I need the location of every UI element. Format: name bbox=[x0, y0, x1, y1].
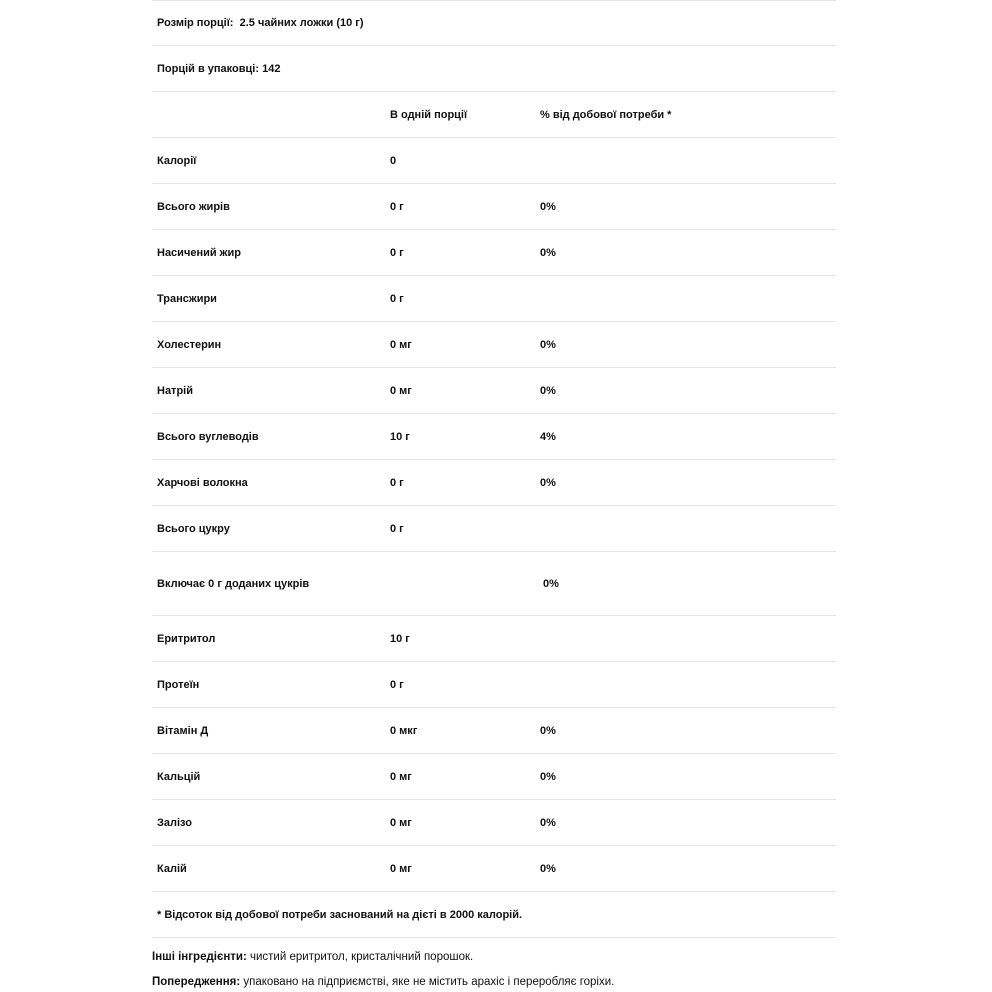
nutrient-amount: 0 г bbox=[390, 246, 404, 259]
table-row bbox=[152, 800, 836, 846]
warning-line bbox=[152, 975, 836, 989]
serving-size-text: Розмір порції: 2.5 чайних ложки (10 г) bbox=[157, 17, 364, 29]
servings-per-container-text: Порцій в упаковці: 142 bbox=[157, 62, 281, 75]
ingredients-line bbox=[152, 950, 836, 964]
nutrient-name: Трансжири bbox=[157, 292, 217, 305]
nutrient-amount: 0 мг bbox=[390, 770, 412, 783]
nutrient-amount: 0 г bbox=[390, 476, 404, 489]
nutrient-amount: 0 мг bbox=[390, 816, 412, 829]
table-row bbox=[152, 230, 836, 276]
nutrient-name: Всього вуглеводів bbox=[157, 430, 259, 443]
ingredients-text: чистий еритритол, кристалічний порошок. bbox=[250, 951, 474, 963]
serving-size-row bbox=[152, 0, 836, 46]
ingredients-label: Інші інгредієнти: bbox=[152, 951, 247, 963]
table-row bbox=[152, 322, 836, 368]
nutrient-daily-value: 0% bbox=[540, 476, 556, 489]
table-row bbox=[152, 662, 836, 708]
nutrient-daily-value: 0% bbox=[540, 724, 556, 737]
added-sugars-daily-value: 0% bbox=[543, 577, 559, 590]
nutrient-amount: 0 г bbox=[390, 200, 404, 213]
table-row bbox=[152, 368, 836, 414]
table-row bbox=[152, 708, 836, 754]
nutrient-name: Всього цукру bbox=[157, 522, 230, 535]
table-row bbox=[152, 754, 836, 800]
nutrient-name: Всього жирів bbox=[157, 200, 230, 213]
footnote-row bbox=[152, 892, 836, 938]
nutrient-daily-value: 0% bbox=[540, 770, 556, 783]
footnote-text: * Відсоток від добової потреби заснований на дієті в 2000 калорій. bbox=[157, 908, 523, 921]
table-row bbox=[152, 414, 836, 460]
nutrient-name: Харчові волокна bbox=[157, 476, 248, 489]
table-row bbox=[152, 846, 836, 892]
nutrient-name: Еритритол bbox=[157, 632, 216, 645]
nutrient-name: Калій bbox=[157, 862, 187, 875]
daily-value-header: % від добової потреби * bbox=[540, 108, 672, 121]
nutrient-amount: 10 г bbox=[390, 632, 410, 645]
nutrient-amount: 0 мг bbox=[390, 862, 412, 875]
nutrient-name: Вітамін Д bbox=[157, 724, 209, 737]
nutrient-daily-value: 0% bbox=[540, 862, 556, 875]
table-row bbox=[152, 616, 836, 662]
per-serving-header: В одній порції bbox=[390, 108, 468, 121]
table-row bbox=[152, 506, 836, 552]
warning-label: Попередження: bbox=[152, 976, 241, 988]
nutrient-amount: 0 мг bbox=[390, 384, 412, 397]
nutrient-daily-value: 0% bbox=[540, 338, 556, 351]
nutrient-daily-value: 0% bbox=[540, 246, 556, 259]
nutrient-amount: 0 мкг bbox=[390, 724, 418, 737]
nutrient-name: Холестерин bbox=[157, 338, 222, 351]
nutrient-daily-value: 0% bbox=[540, 816, 556, 829]
table-row bbox=[152, 460, 836, 506]
nutrient-amount: 10 г bbox=[390, 430, 410, 443]
table-row bbox=[152, 138, 836, 184]
nutrient-daily-value: 0% bbox=[540, 200, 556, 213]
nutrient-name: Калорії bbox=[157, 154, 197, 167]
added-sugars-row bbox=[152, 552, 836, 616]
nutrient-amount: 0 г bbox=[390, 522, 404, 535]
table-row bbox=[152, 184, 836, 230]
nutrient-amount: 0 bbox=[390, 154, 397, 167]
nutrient-name: Натрій bbox=[157, 384, 193, 397]
nutrient-name: Протеїн bbox=[157, 678, 200, 691]
added-sugars-text: Включає 0 г доданих цукрів bbox=[157, 577, 310, 590]
nutrient-amount: 0 мг bbox=[390, 338, 412, 351]
table-row bbox=[152, 276, 836, 322]
servings-per-container-row bbox=[152, 46, 836, 92]
table-header-row bbox=[152, 92, 836, 138]
nutrient-daily-value: 4% bbox=[540, 430, 556, 443]
nutrient-name: Насичений жир bbox=[157, 246, 241, 259]
nutrient-name: Залізо bbox=[157, 816, 192, 829]
warning-text: упаковано на підприємстві, яке не містить арахіс і переробляє горіхи. bbox=[243, 976, 615, 988]
nutrient-amount: 0 г bbox=[390, 678, 404, 691]
nutrition-facts-table bbox=[152, 0, 836, 938]
nutrient-name: Кальцій bbox=[157, 770, 201, 783]
nutrient-daily-value: 0% bbox=[540, 384, 556, 397]
nutrient-amount: 0 г bbox=[390, 292, 404, 305]
